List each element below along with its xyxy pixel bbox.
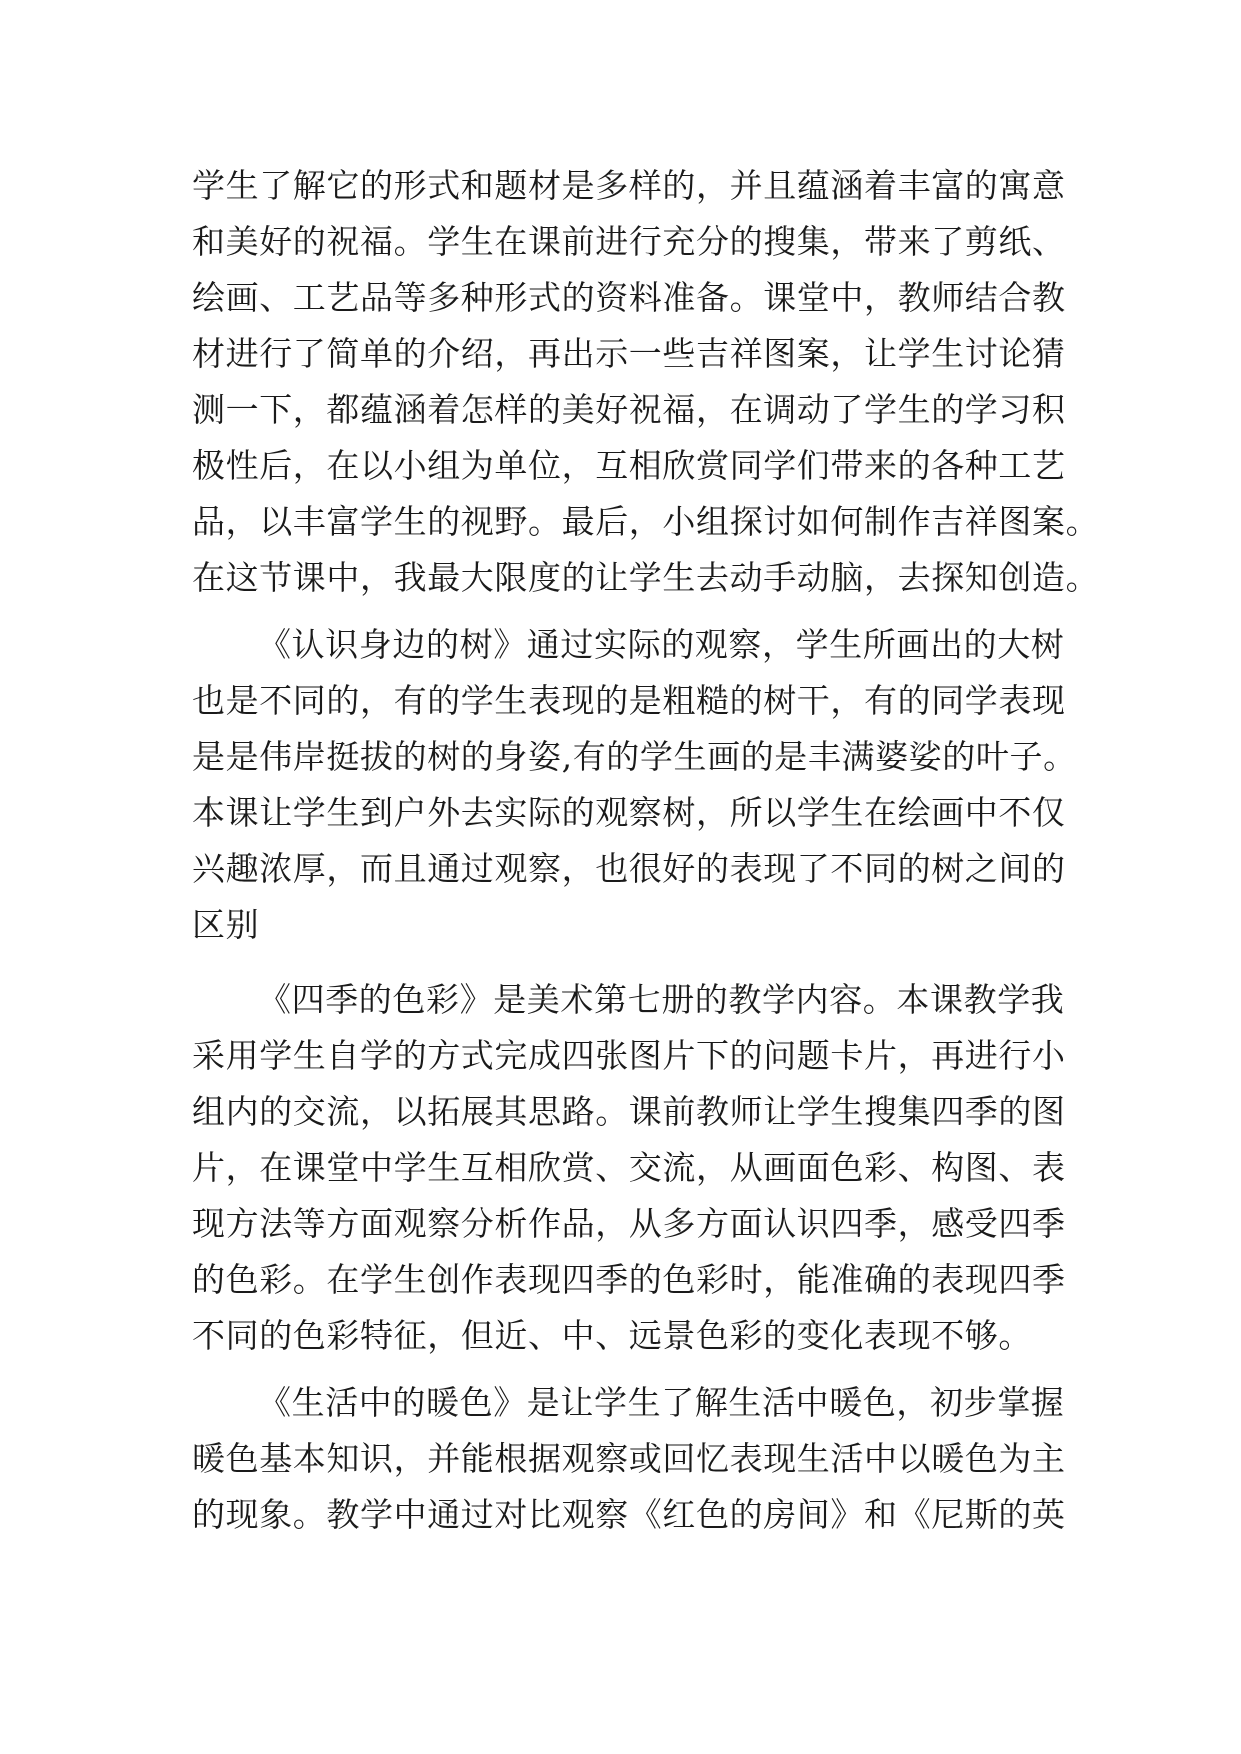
text-line: 品，以丰富学生的视野。最后，小组探讨如何制作吉祥图案。 <box>192 502 1100 541</box>
text-line: 材进行了简单的介绍，再出示一些吉祥图案，让学生讨论猜 <box>192 334 1066 373</box>
text-line: 区别 <box>192 905 260 944</box>
text-line: 暖色基本知识，并能根据观察或回忆表现生活中以暖色为主 <box>192 1439 1066 1478</box>
text-line: 测一下，都蕴涵着怎样的美好祝福，在调动了学生的学习积 <box>192 390 1066 429</box>
text-line: 片，在课堂中学生互相欣赏、交流，从画面色彩、构图、表 <box>192 1148 1066 1187</box>
text-line: 绘画、工艺品等多种形式的资料准备。课堂中，教师结合教 <box>192 278 1066 317</box>
text-line: 的现象。教学中通过对比观察《红色的房间》和《尼斯的英 <box>192 1495 1066 1534</box>
text-line: 采用学生自学的方式完成四张图片下的问题卡片，再进行小 <box>192 1036 1066 1075</box>
paragraph-first-line: 《生活中的暖色》是让学生了解生活中暖色，初步掌握 <box>258 1383 1065 1422</box>
text-line: 极性后，在以小组为单位，互相欣赏同学们带来的各种工艺 <box>192 446 1066 485</box>
text-line: 学生了解它的形式和题材是多样的，并且蕴涵着丰富的寓意 <box>192 166 1066 205</box>
text-line: 的色彩。在学生创作表现四季的色彩时，能准确的表现四季 <box>192 1260 1066 1299</box>
text-line: 也是不同的，有的学生表现的是粗糙的树干，有的同学表现 <box>192 681 1066 720</box>
text-line: 是是伟岸挺拔的树的身姿,有的学生画的是丰满婆娑的叶子。 <box>192 737 1077 776</box>
text-line: 和美好的祝福。学生在课前进行充分的搜集，带来了剪纸、 <box>192 222 1066 261</box>
text-line: 现方法等方面观察分析作品，从多方面认识四季，感受四季 <box>192 1204 1066 1243</box>
paragraph-first-line: 《认识身边的树》通过实际的观察，学生所画出的大树 <box>258 625 1065 664</box>
paragraph-first-line: 《四季的色彩》是美术第七册的教学内容。本课教学我 <box>258 980 1065 1019</box>
text-line: 不同的色彩特征，但近、中、远景色彩的变化表现不够。 <box>192 1316 1032 1355</box>
text-line: 兴趣浓厚，而且通过观察，也很好的表现了不同的树之间的 <box>192 849 1066 888</box>
text-line: 组内的交流，以拓展其思路。课前教师让学生搜集四季的图 <box>192 1092 1066 1131</box>
text-line: 本课让学生到户外去实际的观察树，所以学生在绘画中不仅 <box>192 793 1066 832</box>
text-line: 在这节课中，我最大限度的让学生去动手动脑，去探知创造。 <box>192 558 1100 597</box>
